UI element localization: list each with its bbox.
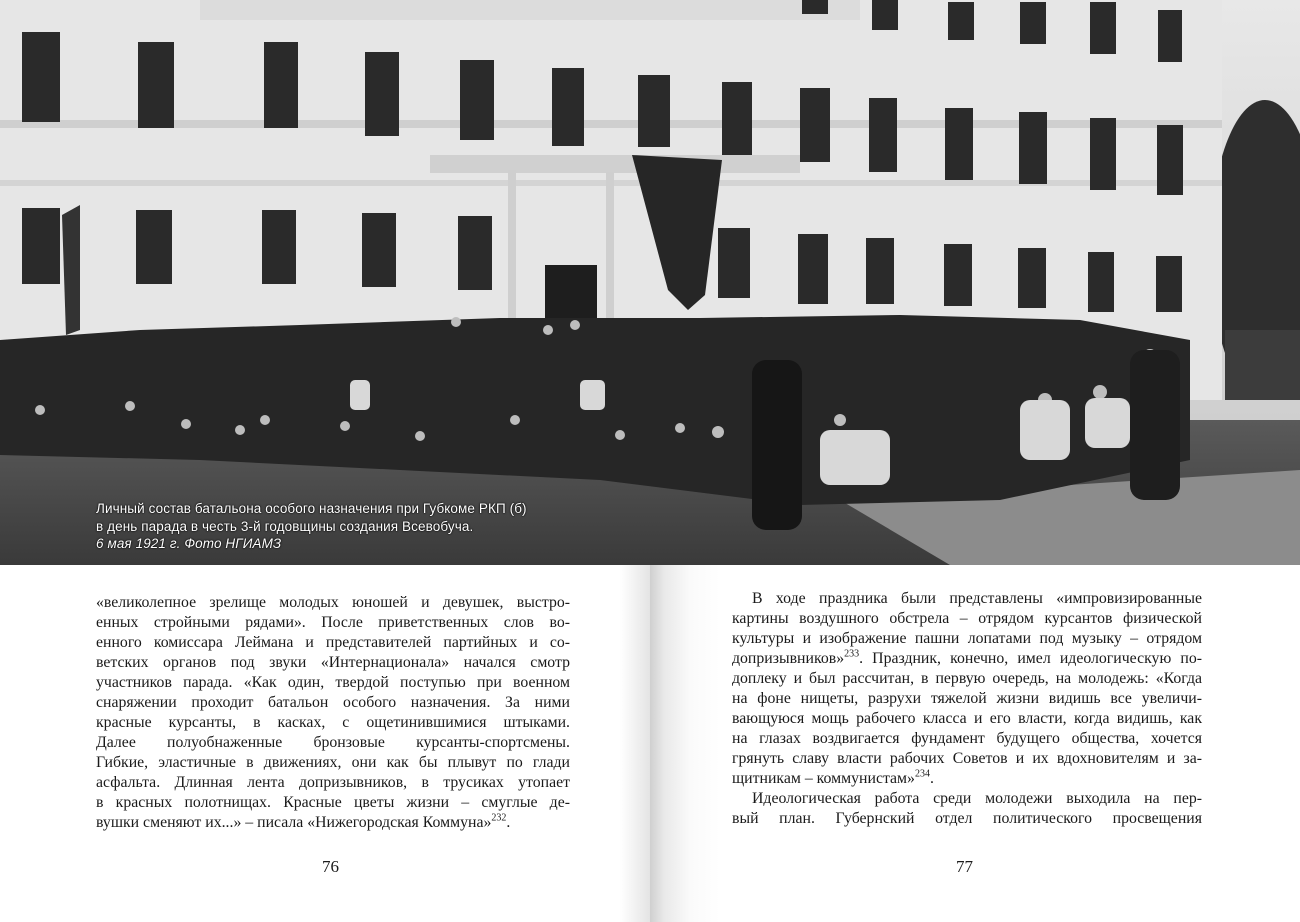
text-line: на глазах воздвигается фундамент будущего общества, хочется (732, 730, 1202, 747)
text-line: Гибкие, эластичные в движениях, они как бы плывут по глади (96, 754, 570, 771)
text-line (732, 649, 1202, 669)
text-line: асфальта. Длинная лента допризывников, в трусиках утопает (96, 774, 570, 791)
text-line: на фоне нищеты, разрухи тяжелой жизни видишь все увеличи- (732, 690, 1202, 707)
text-line: Далее полуобнаженные бронзовые курсанты-спортсмены. (96, 734, 570, 751)
footnote-ref: 233 (844, 648, 860, 660)
text-line (732, 769, 1202, 789)
photo-caption (96, 500, 527, 553)
caption-line-2: в день парада в честь 3-й годовщины создания Всевобуча. (96, 518, 474, 534)
text-fragment: . Праздник, конечно, имел идеологическую по- (859, 650, 1202, 667)
text-fragment: вушки сменяют их...» – писала «Нижегородская Коммуна» (96, 814, 492, 831)
text-line: Идеологическая работа среди молодежи выходила на пер- (752, 790, 1202, 807)
right-page (650, 565, 1300, 922)
text-line: вающуюся мощь рабочего класса и его власти, когда видишь, как (732, 710, 1202, 727)
text-fragment: допризывников» (732, 650, 845, 667)
text-line: участников парада. «Как один, твердой поступью при военном (96, 674, 570, 691)
text-line: ветских органов под звуки «Интернационала» начался смотр (96, 654, 570, 671)
footnote-ref: 234 (914, 768, 930, 780)
text-line: красные курсанты, в касках, с ощетинившимися штыками. (96, 714, 570, 731)
left-page (0, 565, 650, 922)
text-line (96, 813, 570, 833)
text-fragment: . (506, 814, 511, 831)
text-line: енного комиссара Леймана и представителей партийных и со- (96, 634, 570, 651)
text-fragment: . (929, 770, 934, 787)
text-line: вый план. Губернский отдел политического просвещения (732, 810, 1202, 827)
text-line: доплеку и был рассчитан, в первую очередь, на молодежь: «Когда (732, 670, 1202, 687)
text-line: грянуть славу власти рабочих Советов и их вдохновителям и за- (732, 750, 1202, 767)
page-number: 77 (956, 857, 973, 876)
text-line: енных стройными рядами». После приветственных слов во- (96, 614, 570, 631)
left-page-text (96, 593, 570, 833)
text-line: «великолепное зрелище молодых юношей и девушек, выстро- (96, 594, 570, 611)
text-fragment: щитникам – коммунистам» (732, 770, 915, 787)
footnote-ref: 232 (491, 812, 507, 824)
caption-line-3: 6 мая 1921 г. Фото НГИАМЗ (96, 536, 282, 551)
caption-line-1: Личный состав батальона особого назначения при Губкоме РКП (б) (96, 501, 527, 516)
text-line: снаряжении проходит батальон особого назначения. За ними (96, 694, 570, 711)
text-line: картины воздушного обстрела – отрядом курсантов физической (732, 610, 1202, 627)
text-line: В ходе праздника были представлены «импровизированные (752, 590, 1202, 607)
right-page-text (732, 589, 1202, 829)
page-number: 76 (322, 857, 339, 876)
text-line: в красных полотнищах. Красные цветы жизни – смуглые де- (96, 794, 570, 811)
text-line: культуры и изображение пашни лопатами под музыку – отрядом (732, 630, 1202, 647)
